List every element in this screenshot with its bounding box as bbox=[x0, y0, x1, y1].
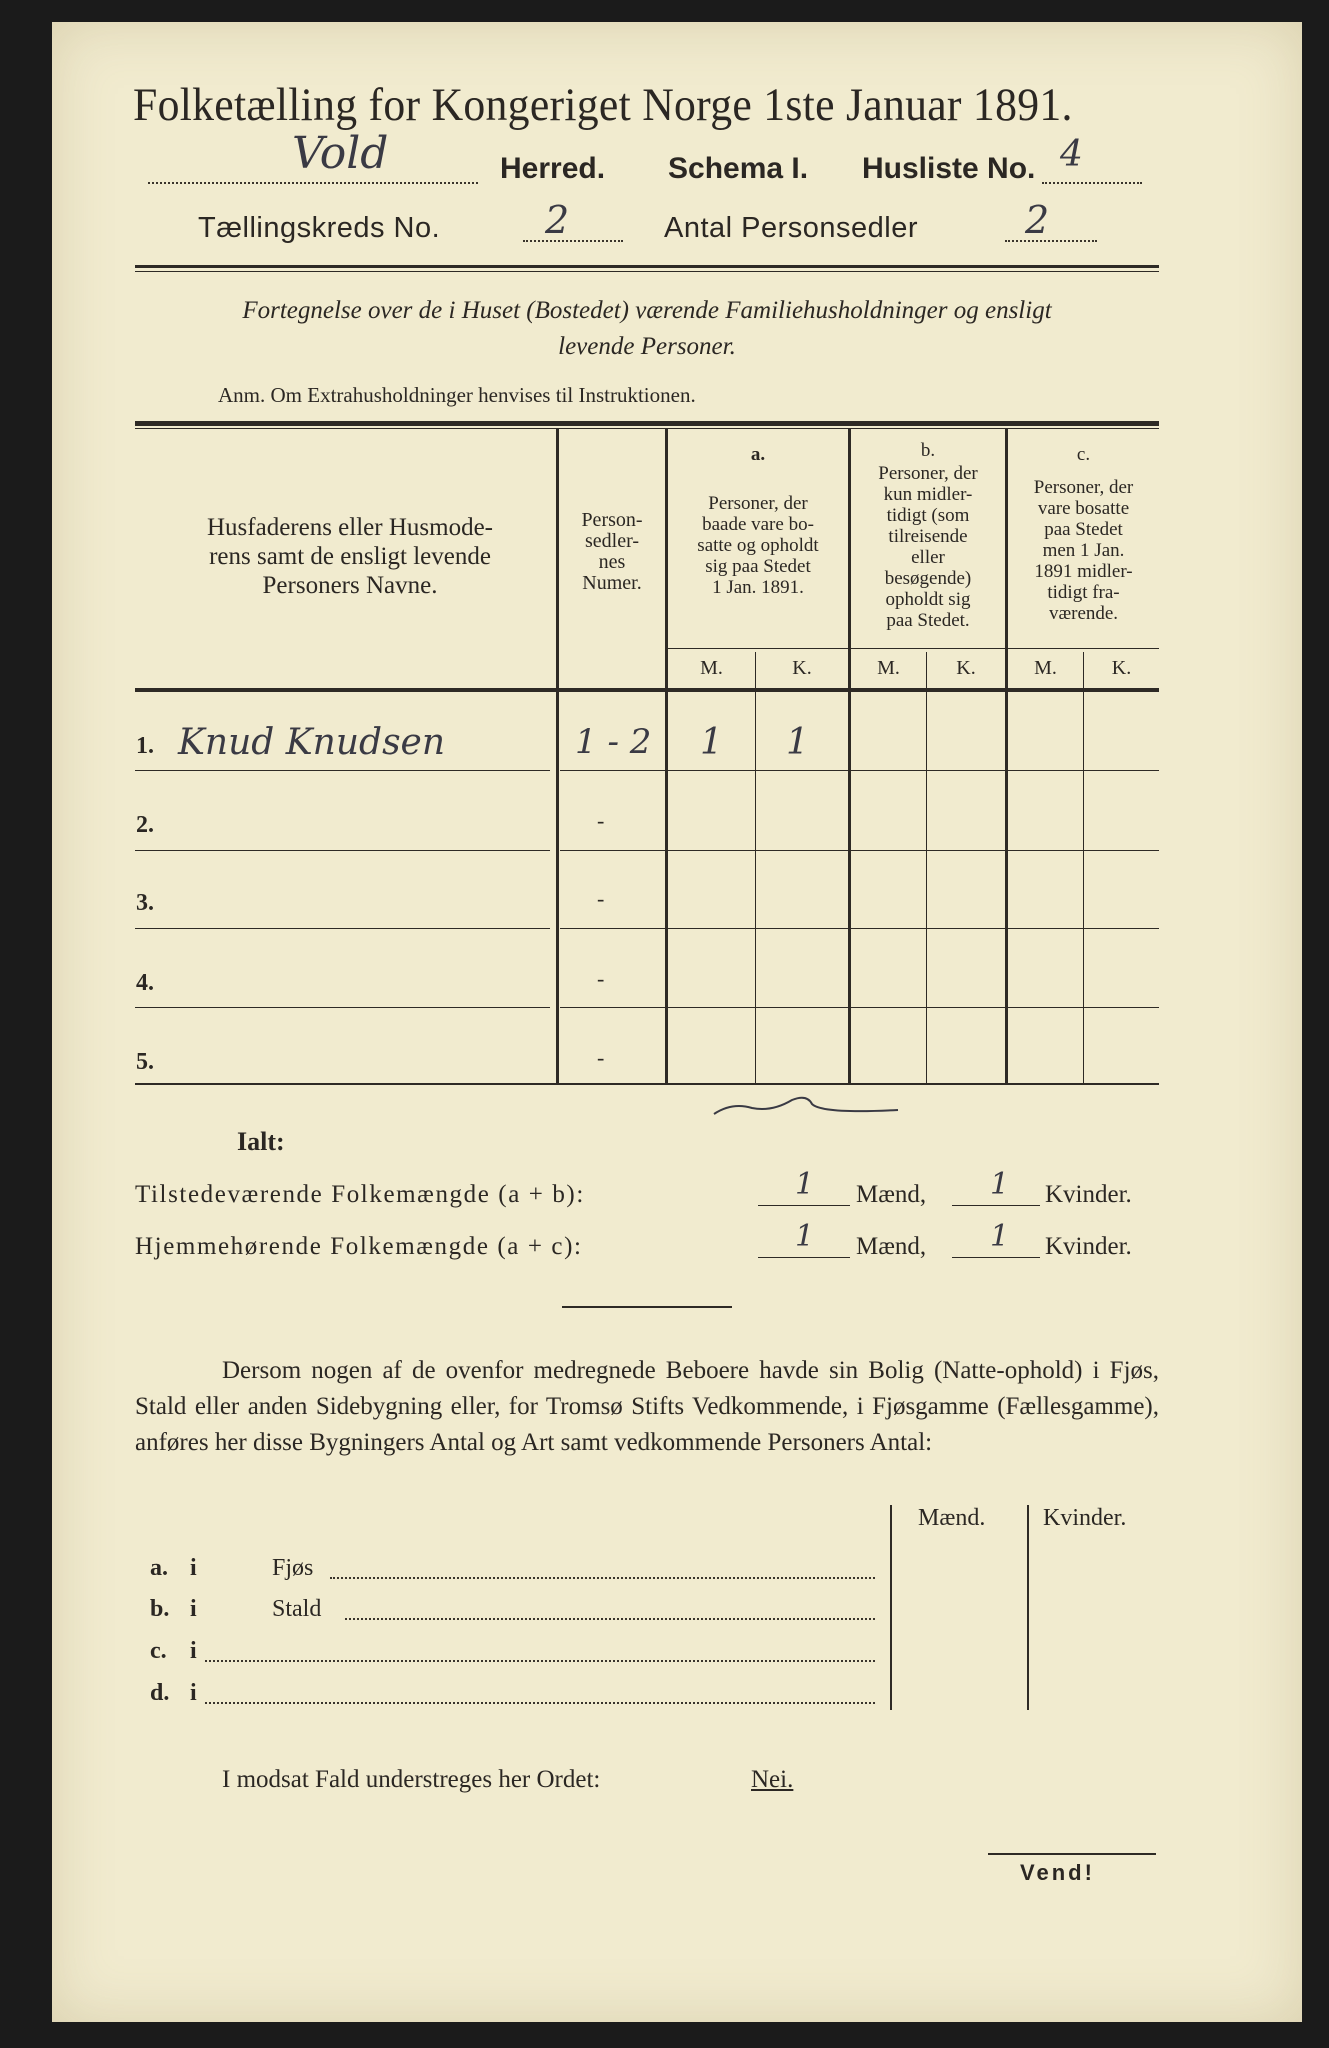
buildings-vline-left bbox=[890, 1505, 892, 1710]
hjemme-maend-value: 1 bbox=[795, 1219, 815, 1254]
tilstede-label: Tilstedeværende Folkemængde (a + b): bbox=[135, 1181, 585, 1208]
husliste-label: Husliste No. bbox=[862, 152, 1036, 185]
a-k-label: K. bbox=[792, 657, 812, 679]
hjemme-kvinder-line bbox=[952, 1257, 1040, 1258]
buildings-paragraph: Dersom nogen af de ovenfor medregnede Beboere havde sin Bolig (Natte-ophold) i Fjøs, Stald eller anden Sidebygning eller, for Tromsø Stifts Vedkommende, i Fjøsgamme (Fællesgamme), anføres her disse Bygningers Antal og Art samt vedkommende Personers Antal: bbox=[135, 1357, 1159, 1456]
vline-c-mk bbox=[1083, 652, 1084, 1084]
building-b-prep: i bbox=[190, 1596, 197, 1622]
building-b-label: Stald bbox=[272, 1596, 322, 1622]
buildings-col-kvinder: Kvinder. bbox=[1043, 1505, 1127, 1531]
building-a-prep: i bbox=[190, 1555, 197, 1581]
row-5-number: 5. bbox=[136, 1049, 154, 1075]
row-2-sedler: - bbox=[597, 808, 605, 833]
b-sub-rule bbox=[851, 648, 1005, 649]
vline-b-mk bbox=[926, 652, 927, 1084]
row-4-sedler: - bbox=[597, 966, 605, 991]
col-a-header: Personer, der baade vare bo- satte og opholdt sig paa Stedet 1 Jan. 1891. bbox=[697, 493, 819, 598]
personsedler-label: Antal Personsedler bbox=[664, 212, 919, 244]
building-a-dotline bbox=[330, 1577, 875, 1579]
row-2-number: 2. bbox=[136, 812, 154, 838]
a-sub-rule bbox=[668, 648, 848, 649]
row-4-rule-name bbox=[135, 1007, 550, 1008]
intro-line2: levende Personer. bbox=[558, 333, 736, 360]
c-k-label: K. bbox=[1111, 657, 1132, 679]
row-2-rule-name bbox=[135, 850, 550, 851]
col-b-letter: b. bbox=[920, 440, 936, 461]
personsedler-value: 2 bbox=[1025, 198, 1050, 242]
hjemme-label: Hjemmehørende Folkemængde (a + c): bbox=[135, 1233, 583, 1260]
row-1-sedler: 1 - 2 bbox=[575, 722, 652, 762]
col-c-letter: c. bbox=[1076, 444, 1091, 465]
herred-dotline bbox=[148, 182, 478, 184]
herred-label: Herred. bbox=[500, 152, 606, 185]
col-a-letter: a. bbox=[750, 444, 766, 465]
husliste-dotline bbox=[1042, 182, 1142, 184]
col-b-header: Personer, der kun midler- tidigt (som tilreisende eller besøgende) opholdt sig paa Stedet. bbox=[878, 463, 978, 631]
b-k-label: K. bbox=[956, 657, 976, 679]
row-3-number: 3. bbox=[136, 890, 154, 916]
a-m-label: M. bbox=[700, 657, 723, 679]
intro-line1: Fortegnelse over de i Huset (Bostedet) værende Familiehusholdninger og ensligt bbox=[242, 297, 1052, 324]
herred-value: Vold bbox=[292, 128, 389, 179]
modsat-label: I modsat Fald understreges her Ordet: bbox=[222, 1766, 601, 1793]
hjemme-maend-line bbox=[758, 1257, 850, 1258]
modsat-word: Nei. bbox=[751, 1766, 794, 1793]
header-rule-bottom bbox=[135, 271, 1159, 272]
row-1-rule-name bbox=[135, 770, 550, 771]
tilstede-kvinder-value: 1 bbox=[990, 1167, 1010, 1202]
row-2-rule-cells bbox=[560, 850, 1159, 851]
c-sub-rule bbox=[1008, 648, 1159, 649]
row-4-number: 4. bbox=[136, 970, 154, 996]
taellingskreds-value: 2 bbox=[545, 198, 570, 242]
vline-a-mk bbox=[755, 652, 756, 1084]
row-1-a-m: 1 bbox=[700, 722, 723, 763]
ialt-label: Ialt: bbox=[237, 1127, 285, 1156]
row-1-number: 1. bbox=[136, 733, 154, 759]
vend-label: Vend! bbox=[1020, 1860, 1095, 1885]
vend-rule bbox=[988, 1853, 1156, 1855]
personsedler-dotline bbox=[1005, 240, 1097, 242]
tilstede-maend-line bbox=[758, 1205, 850, 1206]
pen-mark bbox=[712, 1092, 902, 1122]
building-a-label: Fjøs bbox=[272, 1555, 314, 1581]
building-b-dotline bbox=[345, 1618, 875, 1620]
buildings-col-maend: Mænd. bbox=[918, 1505, 986, 1531]
building-d-letter: d. bbox=[150, 1680, 170, 1706]
building-a-letter: a. bbox=[150, 1555, 168, 1581]
row-3-rule-cells bbox=[560, 928, 1159, 929]
building-c-dotline bbox=[205, 1660, 875, 1662]
form-title: Folketælling for Kongeriget Norge 1ste Januar 1891. bbox=[133, 79, 1073, 131]
col-name-header: Husfaderens eller Husmode- rens samt de ensligt levende Personers Navne. bbox=[206, 514, 493, 599]
vline-name-num bbox=[556, 428, 559, 1084]
building-b-letter: b. bbox=[150, 1596, 170, 1622]
building-d-prep: i bbox=[190, 1680, 197, 1706]
row-4-rule-cells bbox=[560, 1007, 1159, 1008]
building-d-dotline bbox=[205, 1702, 875, 1704]
hjemme-maend-word: Mænd, bbox=[856, 1233, 927, 1260]
row-1-rule-cells bbox=[560, 770, 1159, 771]
tilstede-maend-value: 1 bbox=[795, 1167, 815, 1202]
buildings-vline-right bbox=[1027, 1505, 1029, 1710]
header-rule-top bbox=[135, 265, 1159, 268]
section-divider bbox=[562, 1306, 732, 1308]
hjemme-kvinder-word: Kvinder. bbox=[1045, 1233, 1132, 1260]
c-m-label: M. bbox=[1034, 657, 1057, 679]
col-c-header: Personer, der vare bosatte paa Stedet men 1 Jan. 1891 midler- tidigt fra- værende. bbox=[1033, 477, 1134, 624]
tilstede-kvinder-word: Kvinder. bbox=[1045, 1181, 1132, 1208]
anm-note: Anm. Om Extrahusholdninger henvises til Instruktionen. bbox=[218, 383, 696, 407]
building-c-letter: c. bbox=[150, 1638, 167, 1664]
schema-label: Schema I. bbox=[668, 152, 809, 185]
tilstede-kvinder-line bbox=[952, 1205, 1040, 1206]
tilstede-maend-word: Mænd, bbox=[856, 1181, 927, 1208]
b-m-label: M. bbox=[877, 657, 900, 679]
hjemme-kvinder-value: 1 bbox=[990, 1219, 1010, 1254]
husliste-value: 4 bbox=[1060, 134, 1083, 175]
taellingskreds-label: Tællingskreds No. bbox=[198, 212, 441, 244]
table-top-rule bbox=[135, 421, 1159, 426]
building-c-prep: i bbox=[190, 1638, 197, 1664]
col-num-header: Person- sedler- nes Numer. bbox=[581, 509, 643, 594]
row-3-sedler: - bbox=[597, 886, 605, 911]
row-3-rule-name bbox=[135, 928, 550, 929]
row-5-sedler: - bbox=[597, 1045, 605, 1070]
row-1-a-k: 1 bbox=[786, 722, 809, 763]
row-1-name: Knud Knudsen bbox=[178, 722, 446, 763]
taellingskreds-dotline bbox=[523, 240, 623, 242]
